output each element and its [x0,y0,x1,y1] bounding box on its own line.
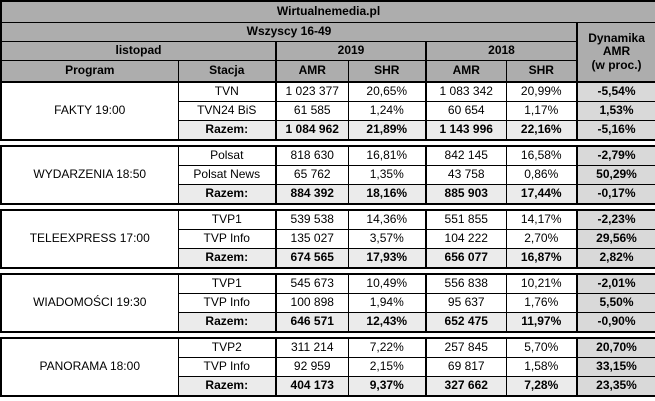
program-block-wiadomosci [0,273,655,333]
table-row [1,338,655,358]
shr-2018-cell: 16,58% [506,146,577,166]
total-shr-2019-cell: 18,16% [348,185,426,205]
dynamics-header-line1: Dynamika [588,31,645,46]
amr-2018-cell: 95 637 [426,294,506,313]
dynamics-cell: 5,50% [577,294,655,313]
total-label-cell: Razem: [178,313,276,333]
dynamics-header-line2: AMR [602,44,631,59]
total-dynamics-cell: -0,90% [577,313,655,333]
amr-2019-cell: 818 630 [276,146,348,166]
program-cell: WYDARZENIA 18:50 [1,146,178,204]
station-column-header: Stacja [178,61,276,83]
amr-2018-cell: 842 145 [426,146,506,166]
amr-2018-cell: 60 654 [426,102,506,121]
total-amr-2018-cell: 652 475 [426,313,506,333]
amr-2019-cell: 545 673 [276,274,348,294]
year-2019-header: 2019 [276,42,426,61]
total-dynamics-cell: 23,35% [577,377,655,397]
program-cell: FAKTY 19:00 [1,82,178,140]
amr-2019-cell: 1 023 377 [276,82,348,102]
dynamics-header [577,23,655,83]
total-amr-2018-cell: 656 077 [426,249,506,269]
amr-2018-cell: 43 758 [426,166,506,185]
shr-2018-cell: 1,76% [506,294,577,313]
total-shr-2019-cell: 21,89% [348,121,426,141]
table-header [0,0,655,83]
shr-2018-cell: 1,17% [506,102,577,121]
shr-2019-cell: 14,36% [348,210,426,230]
station-cell: TVP Info [178,358,276,377]
amr-2019-cell: 65 762 [276,166,348,185]
total-amr-2018-cell: 1 143 996 [426,121,506,141]
amr-2018-column-header: AMR [426,61,506,83]
total-label-cell: Razem: [178,249,276,269]
total-amr-2019-cell: 646 571 [276,313,348,333]
shr-2018-column-header: SHR [506,61,577,83]
dynamics-cell: -5,54% [577,82,655,102]
audience-header: Wszyscy 16-49 [1,23,577,42]
total-shr-2019-cell: 12,43% [348,313,426,333]
table-row [1,146,655,166]
program-block-wydarzenia [0,145,655,205]
total-dynamics-cell: 2,82% [577,249,655,269]
program-block-fakty [0,81,655,141]
dynamics-cell: 33,15% [577,358,655,377]
total-shr-2018-cell: 11,97% [506,313,577,333]
shr-2018-cell: 2,70% [506,230,577,249]
station-cell: TVP Info [178,230,276,249]
station-cell: TVN [178,82,276,102]
amr-2018-cell: 104 222 [426,230,506,249]
shr-2019-column-header: SHR [348,61,426,83]
program-block-panorama [0,337,655,397]
amr-2018-cell: 1 083 342 [426,82,506,102]
dynamics-cell: -2,23% [577,210,655,230]
total-label-cell: Razem: [178,121,276,141]
shr-2019-cell: 2,15% [348,358,426,377]
total-dynamics-cell: -0,17% [577,185,655,205]
dynamics-cell: 20,70% [577,338,655,358]
amr-2018-cell: 69 817 [426,358,506,377]
table-title: Wirtualnemedia.pl [1,1,655,23]
table-row [1,82,655,102]
amr-2019-cell: 61 585 [276,102,348,121]
shr-2019-cell: 3,57% [348,230,426,249]
amr-2019-cell: 92 959 [276,358,348,377]
shr-2019-cell: 10,49% [348,274,426,294]
program-cell: TELEEXPRESS 17:00 [1,210,178,268]
shr-2019-cell: 1,35% [348,166,426,185]
total-amr-2018-cell: 327 662 [426,377,506,397]
station-cell: TVN24 BiS [178,102,276,121]
total-shr-2018-cell: 16,87% [506,249,577,269]
total-shr-2018-cell: 17,44% [506,185,577,205]
station-cell: Polsat [178,146,276,166]
amr-2018-cell: 551 855 [426,210,506,230]
amr-2019-column-header: AMR [276,61,348,83]
shr-2019-cell: 16,81% [348,146,426,166]
total-amr-2018-cell: 885 903 [426,185,506,205]
station-cell: TVP Info [178,294,276,313]
station-cell: Polsat News [178,166,276,185]
amr-2018-cell: 556 838 [426,274,506,294]
dynamics-cell: 50,29% [577,166,655,185]
year-2018-header: 2018 [426,42,577,61]
station-cell: TVP1 [178,274,276,294]
dynamics-cell: -2,79% [577,146,655,166]
shr-2019-cell: 1,24% [348,102,426,121]
shr-2018-cell: 14,17% [506,210,577,230]
month-header: listopad [1,42,276,61]
table-row [1,210,655,230]
dynamics-cell: 1,53% [577,102,655,121]
shr-2018-cell: 1,58% [506,358,577,377]
shr-2018-cell: 0,86% [506,166,577,185]
amr-2019-cell: 135 027 [276,230,348,249]
shr-2018-cell: 10,21% [506,274,577,294]
dynamics-cell: 29,56% [577,230,655,249]
shr-2019-cell: 7,22% [348,338,426,358]
total-shr-2019-cell: 17,93% [348,249,426,269]
total-amr-2019-cell: 884 392 [276,185,348,205]
amr-2018-cell: 257 845 [426,338,506,358]
total-amr-2019-cell: 404 173 [276,377,348,397]
amr-2019-cell: 311 214 [276,338,348,358]
total-shr-2018-cell: 7,28% [506,377,577,397]
shr-2018-cell: 5,70% [506,338,577,358]
dynamics-header-line3: (w proc.) [591,57,642,72]
program-block-teleexpress [0,209,655,269]
table-row [1,274,655,294]
dynamics-cell: -2,01% [577,274,655,294]
program-cell: WIADOMOŚCI 19:30 [1,274,178,332]
shr-2018-cell: 20,99% [506,82,577,102]
total-label-cell: Razem: [178,377,276,397]
program-column-header: Program [1,61,178,83]
total-label-cell: Razem: [178,185,276,205]
shr-2019-cell: 1,94% [348,294,426,313]
total-amr-2019-cell: 1 084 962 [276,121,348,141]
amr-2019-cell: 539 538 [276,210,348,230]
station-cell: TVP2 [178,338,276,358]
total-shr-2019-cell: 9,37% [348,377,426,397]
total-amr-2019-cell: 674 565 [276,249,348,269]
program-cell: PANORAMA 18:00 [1,338,178,396]
total-shr-2018-cell: 22,16% [506,121,577,141]
amr-2019-cell: 100 898 [276,294,348,313]
shr-2019-cell: 20,65% [348,82,426,102]
station-cell: TVP1 [178,210,276,230]
total-dynamics-cell: -5,16% [577,121,655,141]
